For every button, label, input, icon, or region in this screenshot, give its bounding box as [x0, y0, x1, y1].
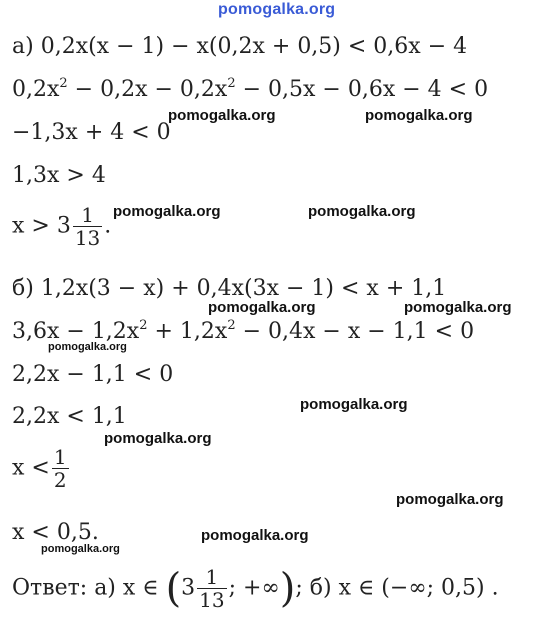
watermark: pomogalka.org	[41, 543, 120, 555]
part-b-label: б)	[12, 276, 34, 301]
fraction-denominator: 13	[199, 588, 225, 612]
answer-fraction	[197, 566, 226, 611]
fraction-numerator: 1	[81, 203, 94, 227]
answer-prefix: Ответ: а) x ∈	[12, 575, 166, 601]
fraction-numerator: 1	[53, 445, 67, 469]
part-b-line-4: 2,2x < 1,1	[12, 404, 127, 429]
part-b-line-3: 2,2x − 1,1 < 0	[12, 362, 174, 387]
fraction-1-2	[52, 446, 69, 491]
part-a-line-4: 1,3x > 4	[12, 163, 106, 188]
part-b-line-5	[12, 446, 71, 491]
part-a-eq2-a: 0,2x	[12, 77, 60, 102]
part-a-line-5	[12, 204, 111, 249]
part-a-eq2-sup1: 2	[59, 76, 68, 91]
watermark-top: pomogalka.org	[218, 1, 336, 18]
answer-part-b: ; б) x ∈ (−∞; 0,5) .	[295, 575, 499, 601]
watermark: pomogalka.org	[201, 527, 309, 544]
part-b-eq2-a: 3,6x − 1,2x	[12, 319, 140, 344]
part-a-eq2-sup2: 2	[227, 76, 236, 91]
part-b-eq5-lhs: x <	[12, 455, 50, 481]
watermark: pomogalka.org	[168, 107, 276, 124]
part-b-line-6: x < 0,5.	[12, 520, 99, 545]
watermark: pomogalka.org	[48, 341, 127, 353]
fraction-denominator: 2	[53, 468, 67, 492]
part-a-line-2	[12, 77, 488, 103]
watermark: pomogalka.org	[365, 107, 473, 124]
watermark: pomogalka.org	[396, 491, 504, 508]
fraction-numerator: 1	[205, 565, 219, 589]
part-a-eq2-b: − 0,2x − 0,2x	[67, 77, 228, 102]
answer-open-paren: (	[165, 565, 182, 612]
part-a-eq2-c: − 0,5x − 0,6x − 4 < 0	[235, 77, 489, 102]
part-b-eq2-b: + 1,2x	[147, 319, 228, 344]
answer-close-paren: )	[279, 565, 296, 612]
part-a-equation-1: 0,2x(x − 1) − x(0,2x + 0,5) < 0,6x − 4	[40, 34, 468, 59]
watermark: pomogalka.org	[208, 299, 316, 316]
part-b-eq2-c: − 0,4x − x − 1,1 < 0	[235, 319, 475, 344]
watermark: pomogalka.org	[300, 396, 408, 413]
part-b-eq2-sup1: 2	[139, 318, 148, 333]
part-b-eq2-sup2: 2	[227, 318, 236, 333]
watermark: pomogalka.org	[308, 203, 416, 220]
answer-rest-a: ; +∞	[228, 575, 280, 601]
part-b-equation-1: 1,2x(3 − x) + 0,4x(3x − 1) < x + 1,1	[40, 276, 447, 301]
part-a-eq5-lhs: x > 3	[12, 213, 71, 239]
answer-whole: 3	[181, 575, 196, 601]
fraction-1-13	[73, 204, 102, 249]
part-a-line-3: −1,3x + 4 < 0	[12, 120, 171, 145]
part-a-label: а)	[12, 34, 34, 59]
watermark: pomogalka.org	[404, 299, 512, 316]
fraction-denominator: 13	[74, 226, 101, 250]
part-a-eq5-end: .	[104, 213, 112, 239]
watermark: pomogalka.org	[104, 430, 212, 447]
part-a-line-1	[12, 34, 467, 60]
watermark: pomogalka.org	[113, 203, 221, 220]
answer-line	[12, 566, 499, 611]
